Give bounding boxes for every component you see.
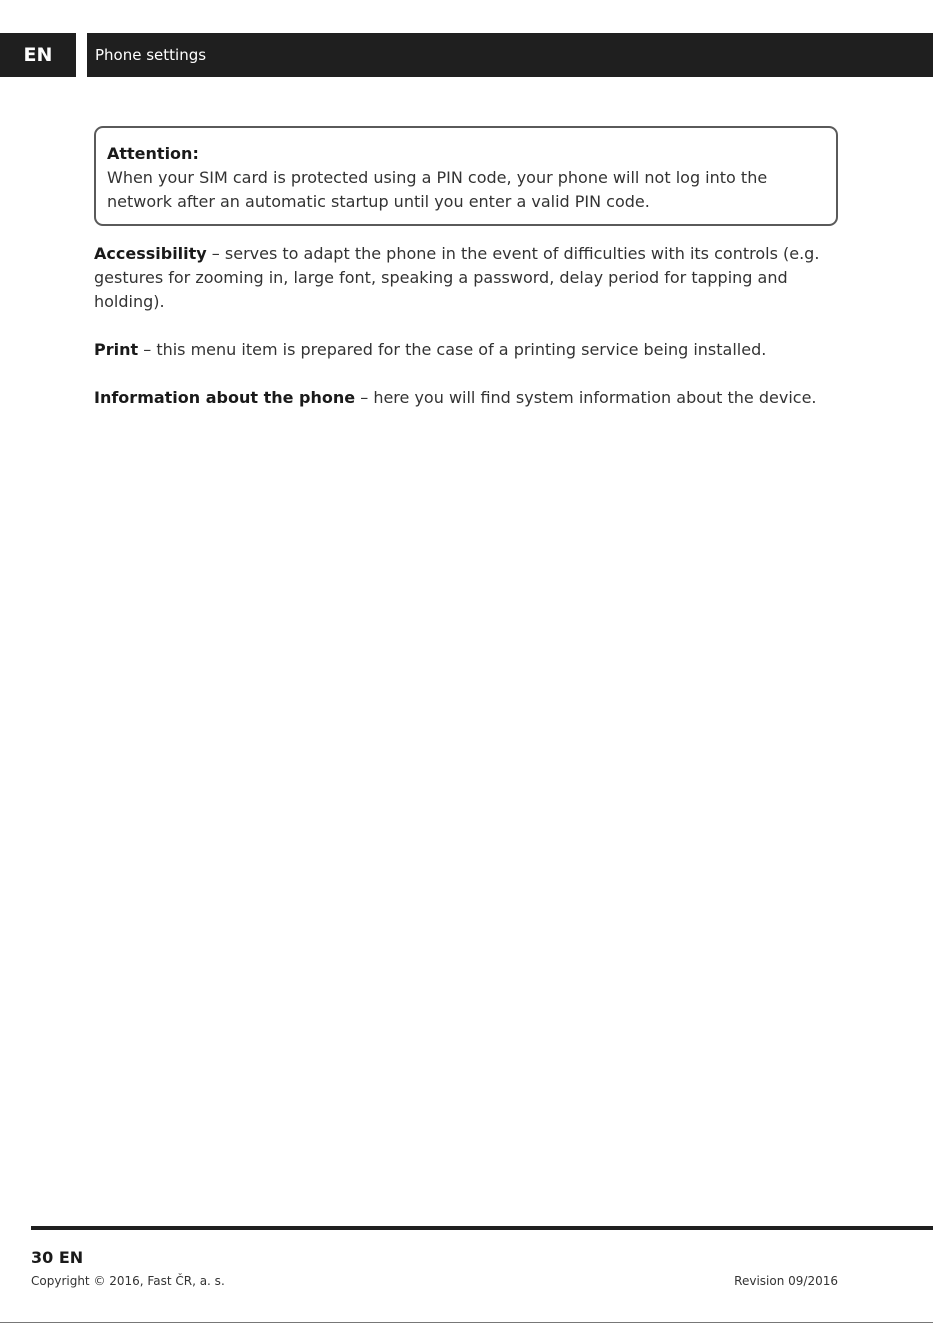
section-title: Phone settings [95,46,207,64]
footer-divider [31,1226,933,1230]
item-print [94,338,838,362]
item-description: – serves to adapt the phone in the event of difficulties with its controls (e.g. gestures for zooming in, large font, speaking a password, delay period for tapping and holding). [94,244,820,311]
page-number: 30 EN [31,1248,84,1267]
item-information-about-phone [94,386,838,410]
copyright-text: Copyright © 2016, Fast ČR, a. s. [31,1274,225,1288]
revision-text: Revision 09/2016 [734,1274,838,1288]
attention-title: Attention: [107,144,199,163]
item-term: Accessibility [94,244,207,263]
item-description: – here you will find system information about the device. [355,388,817,407]
section-header [87,33,933,77]
page-edge-divider [0,1322,933,1323]
item-term: Print [94,340,139,359]
item-term: Information about the phone [94,388,356,407]
language-tab: EN [0,33,76,77]
item-accessibility [94,242,838,314]
attention-line-1: When your SIM card is protected using a PIN code, your phone will not log into the [107,168,768,187]
attention-line-2: network after an automatic startup until you enter a valid PIN code. [107,192,650,211]
attention-notice [94,126,838,226]
item-description: – this menu item is prepared for the case of a printing service being installed. [138,340,767,359]
